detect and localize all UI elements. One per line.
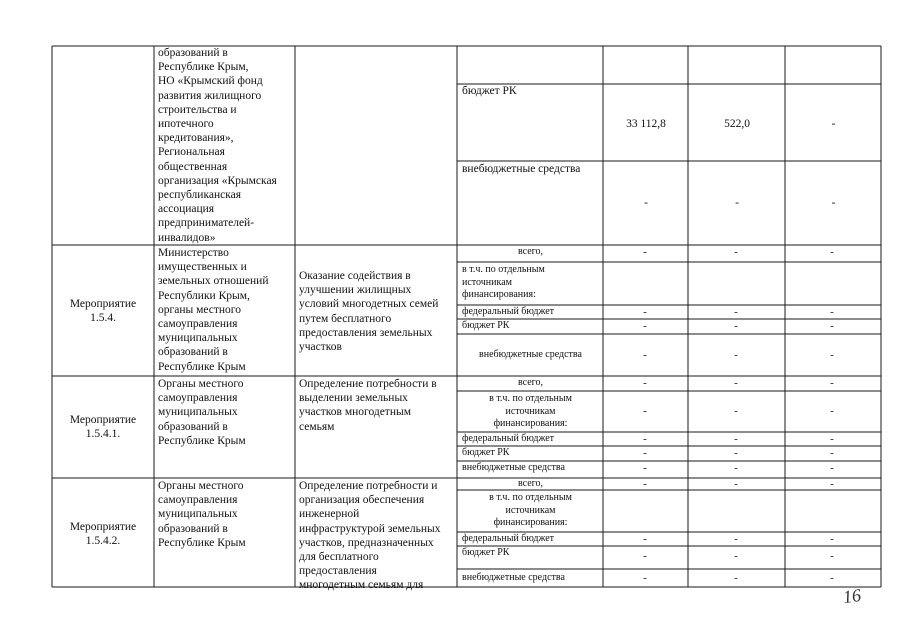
source-federal: федеральный бюджет: [462, 306, 555, 317]
dash-cell: -: [830, 462, 834, 474]
dash-cell: -: [830, 447, 834, 459]
source-by-sources: в т.ч. по отдельным источникам финансирования:: [489, 492, 572, 528]
source-total: всего,: [517, 377, 543, 388]
dash-cell: -: [643, 478, 647, 490]
content-cell: Определение потребности и организация обеспечения инженерной инфраструктурой земельных участков, предназначенных для бесплатного предоставления многодетным семьям для: [299, 480, 441, 592]
source-offbudget: внебюджетные средства: [462, 572, 565, 583]
source-federal: федеральный бюджет: [462, 433, 555, 444]
dash-cell: -: [734, 447, 738, 459]
source-total: всего,: [517, 478, 543, 489]
content-cell: Определение потребности в выделении земельных участков многодетным семьям: [299, 378, 437, 433]
executor-cell: Органы местного самоуправления муниципальных образований в Республике Крым: [158, 480, 246, 549]
dash-cell: -: [830, 320, 834, 332]
dash-cell: -: [734, 320, 738, 332]
source-budget-rk: бюджет РК: [462, 447, 510, 458]
dash-cell: -: [734, 478, 738, 490]
source-total: всего,: [517, 246, 543, 257]
dash-cell: -: [643, 405, 647, 417]
value-offbudget-3: -: [831, 197, 836, 209]
dash-cell: -: [734, 533, 738, 545]
dash-cell: -: [734, 246, 738, 258]
executor-cell: образований в Республике Крым, НО «Крымский фонд развития жилищного строительства и ипотечного кредитования», Региональная общественная организация «Крымская республиканская ассоциация предпринимателей- инвалидов»: [158, 47, 277, 244]
dash-cell: -: [830, 246, 834, 258]
dash-cell: -: [830, 306, 834, 318]
content-cell: Оказание содействия в улучшении жилищных условий многодетных семей путем бесплатного предоставления земельных участков: [299, 270, 439, 354]
value-offbudget-1: -: [644, 197, 648, 209]
dash-cell: -: [643, 550, 647, 562]
dash-cell: -: [734, 306, 738, 318]
dash-cell: -: [734, 572, 738, 584]
executor-cell: Органы местного самоуправления муниципальных образований в Республике Крым: [158, 378, 246, 447]
executor-cell: Министерство имущественных и земельных отношений Республики Крым, органы местного самоуправления муниципальных образований в Республике Крым: [158, 247, 269, 373]
dash-cell: -: [643, 462, 647, 474]
source-offbudget: внебюджетные средства: [462, 163, 581, 175]
dash-cell: -: [643, 246, 647, 258]
dash-cell: -: [643, 349, 647, 361]
dash-cell: -: [643, 447, 647, 459]
dash-cell: -: [643, 533, 647, 545]
source-budget-rk: бюджет РК: [462, 85, 517, 97]
source-federal: федеральный бюджет: [462, 533, 555, 544]
source-offbudget: внебюджетные средства: [479, 349, 582, 360]
dash-cell: -: [830, 572, 834, 584]
dash-cell: -: [830, 377, 834, 389]
dash-cell: -: [643, 320, 647, 332]
page-number: 16: [841, 584, 863, 608]
value-offbudget-2: -: [735, 197, 739, 209]
source-by-sources: в т.ч. по отдельным источникам финансирования:: [462, 264, 545, 300]
dash-cell: -: [643, 306, 647, 318]
dash-cell: -: [734, 462, 738, 474]
dash-cell: -: [734, 377, 738, 389]
dash-cell: -: [734, 550, 738, 562]
dash-cell: -: [830, 349, 834, 361]
dash-cell: -: [734, 405, 738, 417]
dash-cell: -: [830, 478, 834, 490]
dash-cell: -: [734, 433, 738, 445]
value-budget-rk-3: -: [831, 118, 836, 130]
source-budget-rk: бюджет РК: [462, 547, 510, 558]
dash-cell: -: [830, 533, 834, 545]
source-budget-rk: бюджет РК: [462, 320, 510, 331]
source-offbudget: внебюджетные средства: [462, 462, 565, 473]
dash-cell: -: [643, 572, 647, 584]
value-budget-rk-1: 33 112,8: [626, 118, 666, 130]
dash-cell: -: [643, 377, 647, 389]
dash-cell: -: [830, 433, 834, 445]
value-budget-rk-2: 522,0: [724, 118, 750, 130]
event-number: Мероприятие 1.5.4.1.: [69, 414, 137, 441]
event-number: Мероприятие 1.5.4.2.: [69, 521, 137, 548]
dash-cell: -: [643, 433, 647, 445]
event-number: Мероприятие 1.5.4.: [69, 298, 137, 325]
dash-cell: -: [734, 349, 738, 361]
dash-cell: -: [830, 550, 834, 562]
dash-cell: -: [830, 405, 834, 417]
source-by-sources: в т.ч. по отдельным источникам финансирования:: [489, 393, 572, 429]
